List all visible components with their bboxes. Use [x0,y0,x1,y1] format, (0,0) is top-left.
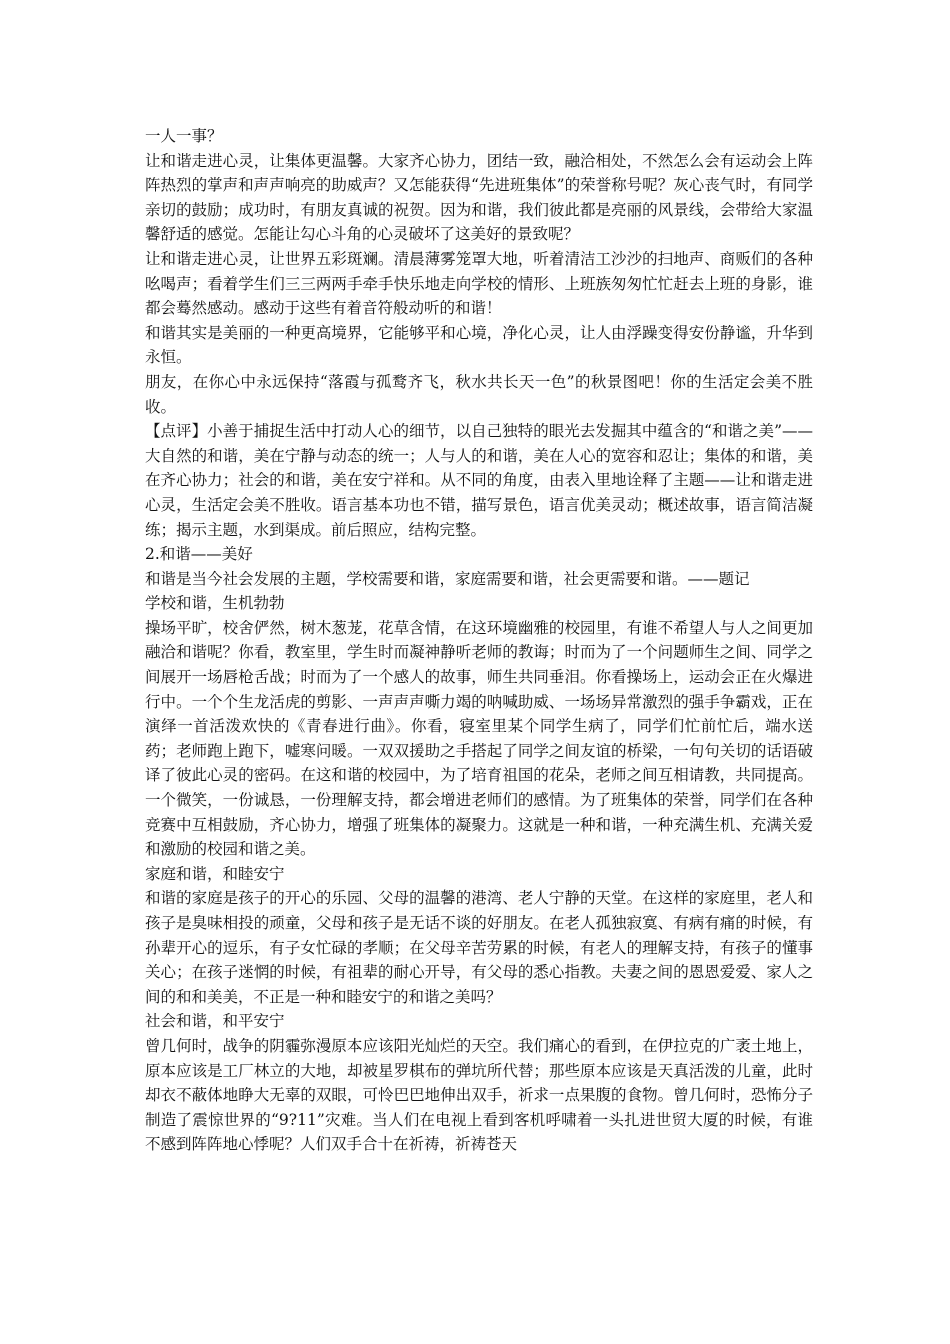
paragraph-2: 让和谐走进心灵，让集体更温馨。大家齐心协力，团结一致，融洽相处，不然怎么会有运动会上阵阵热烈的掌声和声声响亮的助威声？又怎能获得“先进班集体”的荣誉称号呢？灰心丧气时，有同学亲切的鼓励；成功时，有朋友真诚的祝贺。因为和谐，我们彼此都是亮丽的风景线，会带给大家温馨舒适的感觉。怎能让勾心斗角的心灵破坏了这美好的景致呢？ [145,151,813,244]
subheading-family: 家庭和谐，和睦安宁 [145,864,285,883]
section-title: 2.和谐——美好 [145,545,253,564]
document-body [145,124,813,1157]
subheading-society: 社会和谐，和平安宁 [145,1012,285,1031]
paragraph-3: 让和谐走进心灵，让世界五彩斑斓。清晨薄雾笼罩大地，听着清洁工沙沙的扫地声、商贩们的各种吆喝声；看着学生们三三两两手牵手快乐地走向学校的情形、上班族匆匆忙忙赶去上班的身影，谁都会蓦然感动。感动于这些有着音符般动听的和谐！ [145,249,813,318]
paragraph-4: 和谐其实是美丽的一种更高境界，它能够平和心境，净化心灵，让人由浮躁变得安份静谧，升华到永恒。 [145,323,813,367]
paragraph-society: 曾几何时，战争的阴霾弥漫原本应该阳光灿烂的天空。我们痛心的看到，在伊拉克的广袤土地上，原本应该是工厂林立的大地，却被星罗棋布的弹坑所代替；那些原本应该是天真活泼的儿童，此时却衣不蔽体地睁大无辜的双眼，可怜巴巴地伸出双手，祈求一点果腹的食物。曾几何时，恐怖分子制造了震惊世界的“9?11”灾难。当人们在电视上看到客机呼啸着一头扎进世贸大厦的时候，有谁不感到阵阵地心悸呢？人们双手合十在祈祷，祈祷苍天 [145,1036,813,1154]
epigraph: 和谐是当今社会发展的主题，学校需要和谐，家庭需要和谐，社会更需要和谐。——题记 [145,569,750,588]
paragraph-1: 一人一事？ [145,127,223,145]
paragraph-school: 操场平旷，校舍俨然，树木葱茏，花草含情，在这环境幽雅的校园里，有谁不希望人与人之间更加融洽和谐呢？你看，教室里，学生时而凝神静听老师的教诲；时而为了一个问题师生之间、同学之间展开一场唇枪舌战；时而为了一个感人的故事，师生共同垂泪。你看操场上，运动会正在火爆进行中。一个个生龙活虎的剪影、一声声声嘶力竭的呐喊助威、一场场异常激烈的强手争霸戏，正在演绎一首活泼欢快的《青春进行曲》。你看，寝室里某个同学生病了，同学们忙前忙后，端水送药；老师跑上跑下，嘘寒问暖。一双双援助之手搭起了同学之间友谊的桥梁，一句句关切的话语破译了彼此心灵的密码。在这和谐的校园中，为了培育祖国的花朵，老师之间互相请教，共同提高。一个微笑，一份诚恳，一份理解支持，都会增进老师们的感情。为了班集体的荣誉，同学们在各种竞赛中互相鼓励，齐心协力，增强了班集体的凝聚力。这就是一种和谐，一种充满生机、充满关爱和激励的校园和谐之美。 [145,618,813,859]
paragraph-5: 朋友，在你心中永远保持“落霞与孤鹜齐飞，秋水共长天一色”的秋景图吧！你的生活定会美不胜收。 [145,372,813,416]
comment-paragraph: 【点评】小善于捕捉生活中打动人心的细节，以自己独特的眼光去发掘其中蕴含的“和谐之美”——大自然的和谐，美在宁静与动态的统一；人与人的和谐，美在人心的宽容和忍让；集体的和谐，美在齐心协力；社会的和谐，美在安宁祥和。从不同的角度，由表入里地诠释了主题——让和谐走进心灵，生活定会美不胜收。语言基本功也不错，描写景色，语言优美灵动；概述故事，语言简洁凝练；揭示主题，水到渠成。前后照应，结构完整。 [145,422,813,539]
subheading-school: 学校和谐，生机勃勃 [145,594,285,613]
paragraph-family: 和谐的家庭是孩子的开心的乐园、父母的温馨的港湾、老人宁静的天堂。在这样的家庭里，老人和孩子是臭味相投的顽童，父母和孩子是无话不谈的好朋友。在老人孤独寂寞、有病有痛的时候，有孙辈开心的逗乐，有子女忙碌的孝顺；在父母辛苦劳累的时候，有老人的理解支持，有孩子的懂事关心；在孩子迷惘的时候，有祖辈的耐心开导，有父母的悉心指教。夫妻之间的恩恩爱爱、家人之间的和和美美，不正是一种和睦安宁的和谐之美吗？ [145,889,813,1006]
